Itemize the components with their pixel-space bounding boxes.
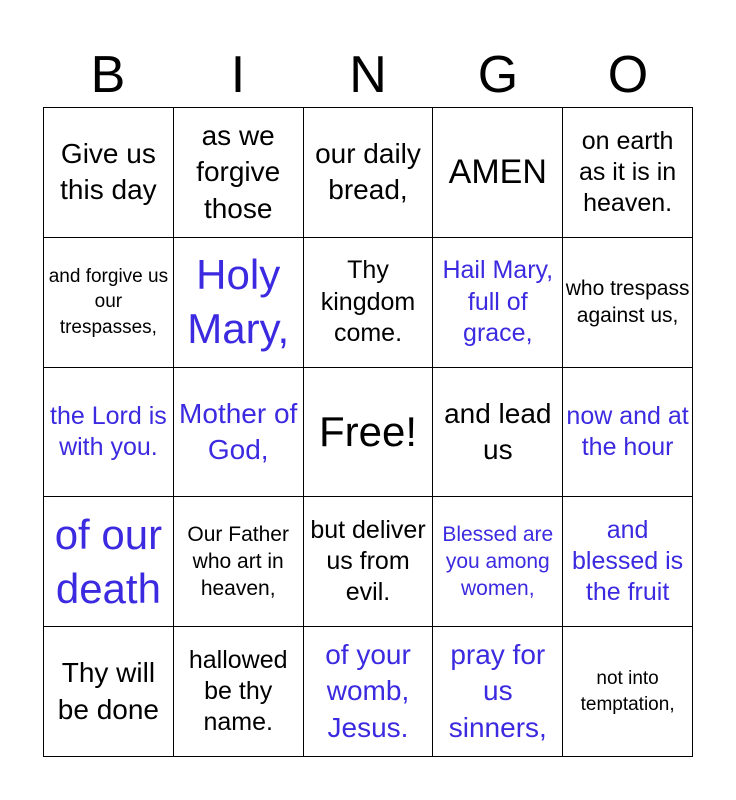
bingo-card-grid [43, 107, 693, 757]
bingo-cell-text: pray for us sinners, [448, 639, 547, 743]
bingo-cell-text: and blessed is the fruit [572, 515, 684, 607]
bingo-cell-text: the Lord is with you. [50, 401, 167, 461]
bingo-cell[interactable] [563, 497, 693, 627]
bingo-cell-text: Our Father who art in heaven, [187, 522, 289, 601]
header-letter-o: O [607, 46, 649, 104]
bingo-cell-text: of our death [54, 511, 163, 612]
bingo-header [43, 44, 693, 106]
bingo-cell[interactable] [304, 627, 434, 757]
bingo-cell-text: but deliver us from evil. [310, 515, 426, 607]
bingo-cell-text: on earth as it is in heaven. [578, 126, 677, 218]
bingo-cell[interactable] [44, 627, 174, 757]
bingo-cell[interactable] [44, 108, 174, 238]
bingo-cell-text: now and at the hour [566, 401, 689, 461]
bingo-cell-text: Mother of God, [179, 397, 298, 465]
bingo-cell-text: Thy will be done [57, 657, 159, 725]
bingo-cell-text: who trespass against us, [565, 276, 690, 328]
bingo-cell[interactable] [44, 238, 174, 368]
bingo-cell[interactable] [174, 368, 304, 498]
bingo-cell-text: Free! [318, 408, 417, 456]
header-letter-g: G [477, 46, 519, 104]
bingo-cell-text: of your womb, Jesus. [325, 639, 411, 743]
bingo-cell[interactable] [433, 368, 563, 498]
bingo-cell[interactable] [174, 238, 304, 368]
bingo-cell[interactable] [563, 627, 693, 757]
bingo-cell[interactable] [433, 497, 563, 627]
bingo-cell-text: and forgive us our trespasses, [48, 265, 169, 339]
bingo-cell-text: not into temptation, [580, 667, 675, 715]
bingo-cell[interactable] [304, 108, 434, 238]
bingo-cell-text: as we forgive those [196, 119, 281, 224]
bingo-cell[interactable] [174, 497, 304, 627]
bingo-cell[interactable] [433, 238, 563, 368]
bingo-cell[interactable] [304, 368, 434, 498]
bingo-cell[interactable] [304, 497, 434, 627]
bingo-cell-text: Give us this day [60, 138, 157, 206]
bingo-cell-text: Thy kingdom come. [320, 256, 416, 347]
bingo-cell[interactable] [174, 108, 304, 238]
bingo-cell-text: our daily bread, [315, 138, 421, 206]
bingo-cell[interactable] [433, 108, 563, 238]
header-letter-i: I [230, 46, 246, 104]
bingo-cell-text: Blessed are you among women, [442, 522, 554, 601]
bingo-cell[interactable] [44, 368, 174, 498]
bingo-cell-text: Holy Mary, [187, 251, 290, 353]
bingo-cell-text: AMEN [448, 153, 547, 192]
bingo-cell[interactable] [174, 627, 304, 757]
bingo-cell-text: Hail Mary, full of grace, [442, 256, 554, 347]
bingo-cell[interactable] [563, 108, 693, 238]
bingo-cell-text: and lead us [444, 397, 552, 465]
bingo-cell[interactable] [44, 497, 174, 627]
header-letter-b: B [90, 46, 126, 104]
bingo-cell[interactable] [563, 238, 693, 368]
header-letter-n: N [349, 46, 387, 104]
bingo-cell-text: hallowed be thy name. [188, 645, 288, 737]
bingo-cell[interactable] [304, 238, 434, 368]
bingo-cell[interactable] [433, 627, 563, 757]
bingo-cell[interactable] [563, 368, 693, 498]
